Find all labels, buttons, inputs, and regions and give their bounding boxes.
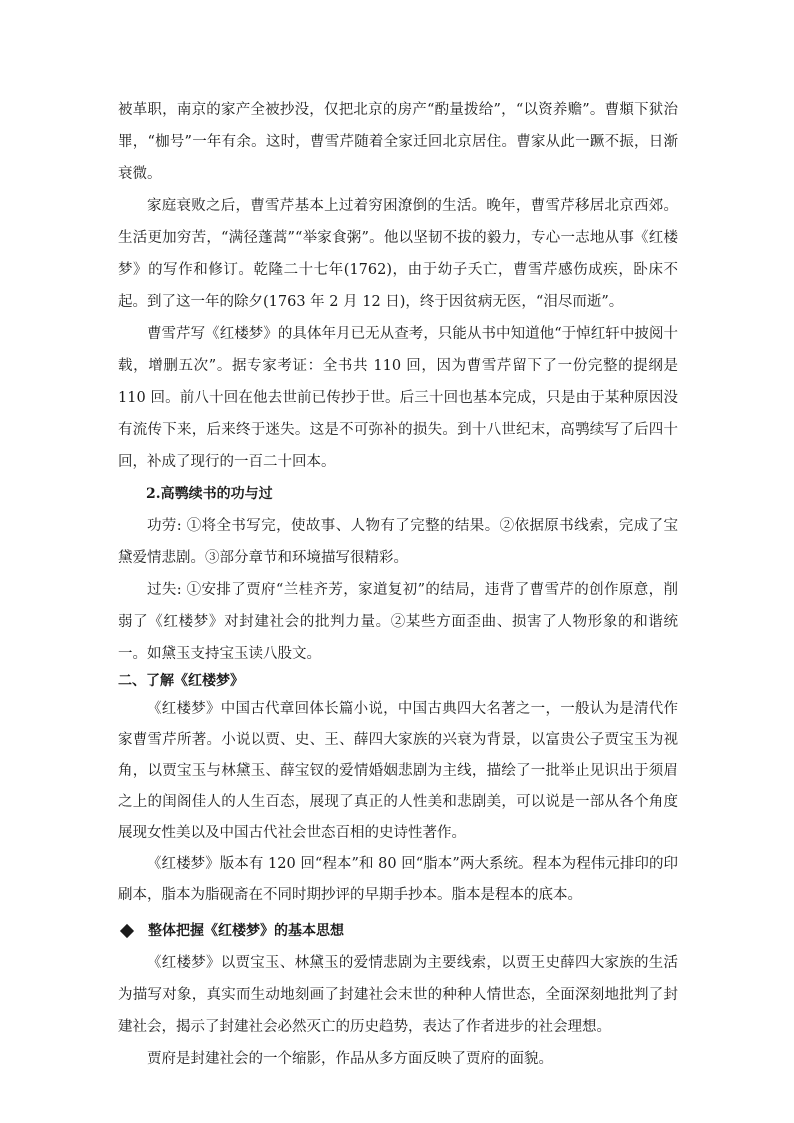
paragraph-main-theme: 《红楼梦》以贾宝玉、林黛玉的爱情悲剧为主要线索，以贾王史薛四大家族的生活为描写对象，真实而生动地刻画了封建社会末世的种种人情世态，全面深刻地批判了封建社会，揭示了封建社会必然灭亡的历史趋势，表达了作者进步的社会理想。 [118,955,678,1035]
paragraph-writing-history: 曹雪芹写《红楼梦》的具体年月已无从查考，只能从书中知道他“于悼红轩中披阅十载，增删五次”。据专家考证：全书共 110 回，因为曹雪芹留下了一份完整的提纲是 110 回。前八十回在他去世前已传抄于世。后三十回也基本完成，只是由于某种原因没有流传下来，后来终于迷失。这是不可弥补的损失。到十八世纪末，高鹗续写了后四十回，补成了现行的一百二十回本。 [118,326,678,470]
bullet-heading [118,915,678,947]
document-page [118,94,678,1075]
bullet-heading-text: 整体把握《红楼梦》的基本思想 [148,923,344,939]
paragraph-merits: 功劳: ①将全书写完，使故事、人物有了完整的结果。②依据原书线索，完成了宝黛爱情悲剧。③部分章节和环境描写很精彩。 [118,518,678,566]
paragraph-jia-mansion: 贾府是封建社会的一个缩影，作品从多方面反映了贾府的面貌。 [147,1051,553,1067]
paragraph-faults: 过失: ①安排了贾府“兰桂齐芳，家道复初”的结局，违背了曹雪芹的创作原意，削弱了《红楼梦》对封建社会的批判力量。②某些方面歪曲、损害了人物形象的和谐统一。如黛玉支持宝玉读八股文。 [118,582,678,662]
paragraph-family-decline: 被革职，南京的家产全被抄没，仅把北京的房产“酌量拨给”，“以资养赡”。曹頫下狱治罪，“枷号”一年有余。这时，曹雪芹随着全家迁回北京居住。曹家从此一蹶不振，日渐衰微。 [118,102,678,182]
paragraph-later-life: 家庭衰败之后，曹雪芹基本上过着穷困潦倒的生活。晚年，曹雪芹移居北京西郊。生活更加穷苦，“满径蓬蒿”“举家食粥”。他以坚韧不拔的毅力，专心一志地从事《红楼梦》的写作和修订。乾隆二十七年(1762)，由于幼子夭亡，曹雪芹感伤成疾，卧床不起。到了这一年的除夕(1763 年 2 月 12 日)，终于因贫病无医，“泪尽而逝”。 [118,198,678,310]
diamond-bullet-icon [120,924,134,938]
subheading-gao-e: 2.高鹗续书的功与过 [146,486,273,502]
paragraph-novel-intro: 《红楼梦》中国古代章回体长篇小说，中国古典四大名著之一，一般认为是清代作家曹雪芹所著。小说以贾、史、王、薛四大家族的兴衰为背景，以富贵公子贾宝玉为视角，以贾宝玉与林黛玉、薛宝钗的爱情婚姻悲剧为主线，描绘了一批举止见识出于须眉之上的闺阁佳人的人生百态，展现了真正的人性美和悲剧美，可以说是一部从各个角度展现女性美以及中国古代社会世态百相的史诗性著作。 [118,701,678,841]
paragraph-versions: 《红楼梦》版本有 120 回“程本”和 80 回“脂本”两大系统。程本为程伟元排印的印刷本，脂本为脂砚斋在不同时期抄评的早期手抄本。脂本是程本的底本。 [118,856,678,903]
section-heading: 二、了解《红楼梦》 [118,673,244,689]
